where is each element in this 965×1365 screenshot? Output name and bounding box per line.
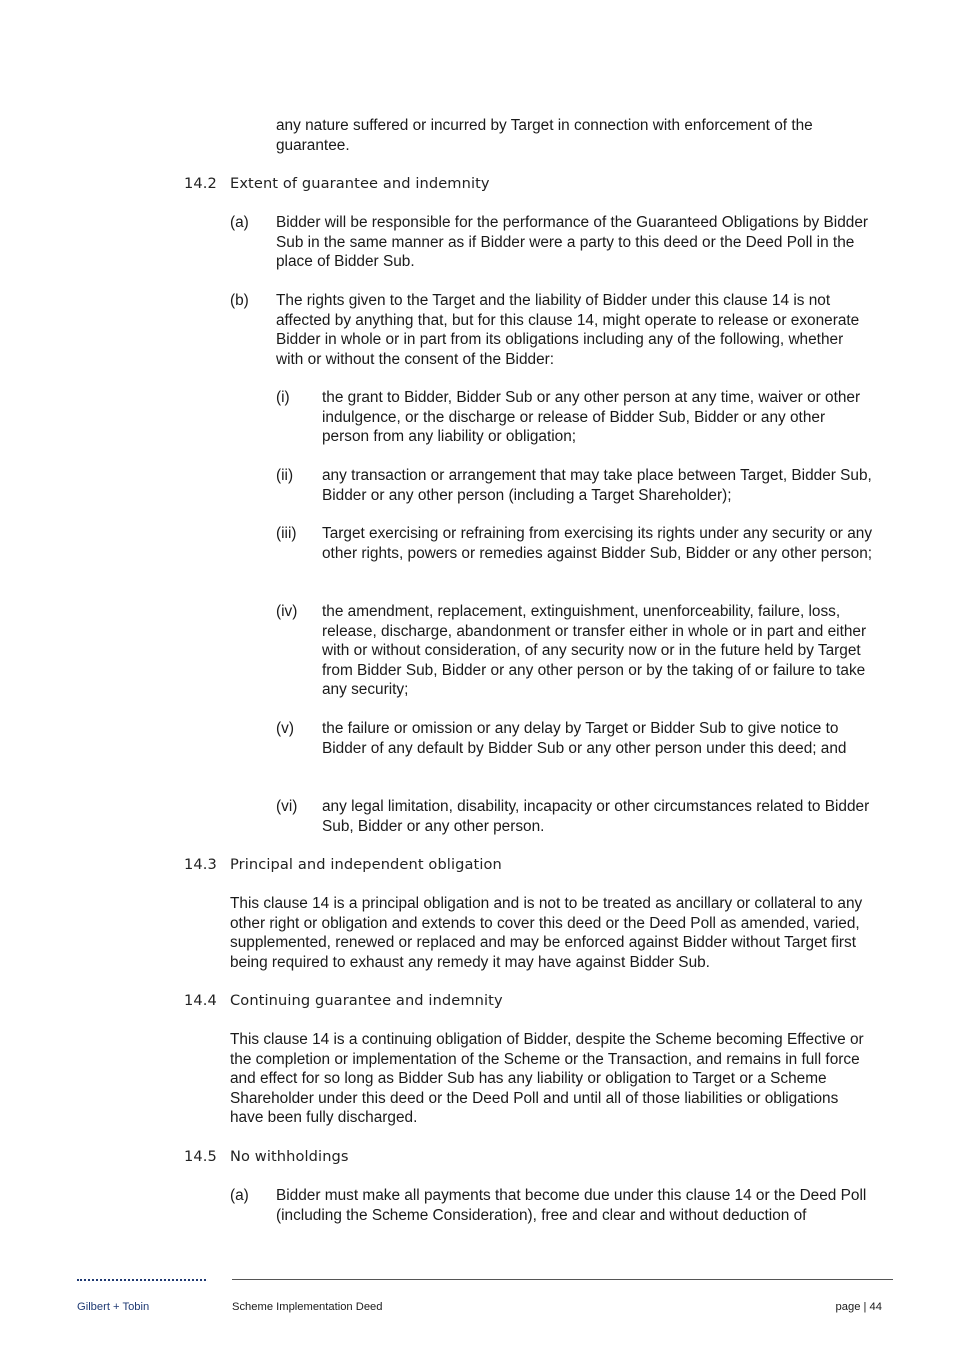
section-14-2-title: Extent of guarantee and indemnity: [230, 175, 490, 192]
clause-14-5-a-label: (a): [230, 1187, 249, 1204]
clause-14-2-b-text: The rights given to the Target and the liability of Bidder under this clause 14 is not affected by anything that, but for this clause 14, might operate to release or exonerate Bidder in whole or in part from its obligations including any of the following, whether with or without the consent of the Bidder:: [276, 292, 860, 368]
footer-firm-name: Gilbert + Tobin: [77, 1301, 150, 1313]
item-i-text: the grant to Bidder, Bidder Sub or any other person at any time, waiver or other indulgence, or the discharge or release of Bidder Sub, Bidder or any other person from any liability or obligation;: [322, 389, 861, 445]
clause-14-2-a-text: Bidder will be responsible for the performance of the Guaranteed Obligations by Bidder Sub in the same manner as if Bidder were a party to this deed or the Deed Poll in the place of Bidder Sub.: [276, 214, 869, 270]
section-14-4-number: 14.4: [184, 992, 217, 1009]
continuation-paragraph: any nature suffered or incurred by Target in connection with enforcement of the guarantee.: [276, 117, 813, 154]
item-ii-label: (ii): [276, 467, 294, 484]
item-iv-text: the amendment, replacement, extinguishment, unenforceability, failure, loss, release, discharge, abandonment or transfer either in whole or in part and either with or without consideration, of any security now or in the future held by Target from Bidder Sub, Bidder or any other person or by the taking of or failure to take any security;: [322, 603, 867, 698]
footer-brand-rule: [77, 1279, 206, 1281]
footer-document-title: Scheme Implementation Deed: [232, 1301, 383, 1313]
section-14-3-text: This clause 14 is a principal obligation and is not to be treated as ancillary or collateral to any other right or obligation and extends to cover this deed or the Deed Poll as amended, varied, supplemented, renewed or replaced and may be enforced against Bidder without Target first being required to exhaust any remedy it may have against Bidder Sub.: [230, 895, 863, 971]
clause-14-2-a-label: (a): [230, 214, 249, 231]
item-v-text: the failure or omission or any delay by Target or Bidder Sub to give notice to Bidder of any default by Bidder Sub or any other person under this deed; and: [322, 720, 847, 757]
section-14-5-number: 14.5: [184, 1148, 217, 1165]
item-iii-label: (iii): [276, 525, 297, 542]
item-ii-text: any transaction or arrangement that may take place between Target, Bidder Sub, Bidder or any other person (including a Target Shareholder);: [322, 467, 872, 504]
item-i-label: (i): [276, 389, 290, 406]
section-14-2-number: 14.2: [184, 175, 217, 192]
item-vi-text: any legal limitation, disability, incapacity or other circumstances related to Bidder Sub, Bidder or any other person.: [322, 798, 870, 835]
section-14-4-text: This clause 14 is a continuing obligation of Bidder, despite the Scheme becoming Effective or the completion or implementation of the Scheme or the Transaction, and remains in full force and effect for so long as Bidder Sub has any liability or obligation to Target or a Scheme Shareholder under this deed or the Deed Poll and until all of those liabilities or obligations have been fully discharged.: [230, 1031, 864, 1126]
clause-14-2-b-label: (b): [230, 292, 249, 309]
section-14-3-title: Principal and independent obligation: [230, 856, 502, 873]
section-14-3-number: 14.3: [184, 856, 217, 873]
clause-14-5-a-text: Bidder must make all payments that become due under this clause 14 or the Deed Poll (including the Scheme Consideration), free and clear and without deduction of: [276, 1187, 867, 1224]
footer-rule: [232, 1279, 893, 1280]
item-iii-text: Target exercising or refraining from exercising its rights under any security or any other rights, powers or remedies against Bidder Sub, Bidder or any other person;: [322, 525, 873, 562]
item-iv-label: (iv): [276, 603, 298, 620]
section-14-4-title: Continuing guarantee and indemnity: [230, 992, 503, 1009]
item-v-label: (v): [276, 720, 294, 737]
item-vi-label: (vi): [276, 798, 298, 815]
footer-page-number: page | 44: [835, 1301, 882, 1313]
section-14-5-title: No withholdings: [230, 1148, 349, 1165]
